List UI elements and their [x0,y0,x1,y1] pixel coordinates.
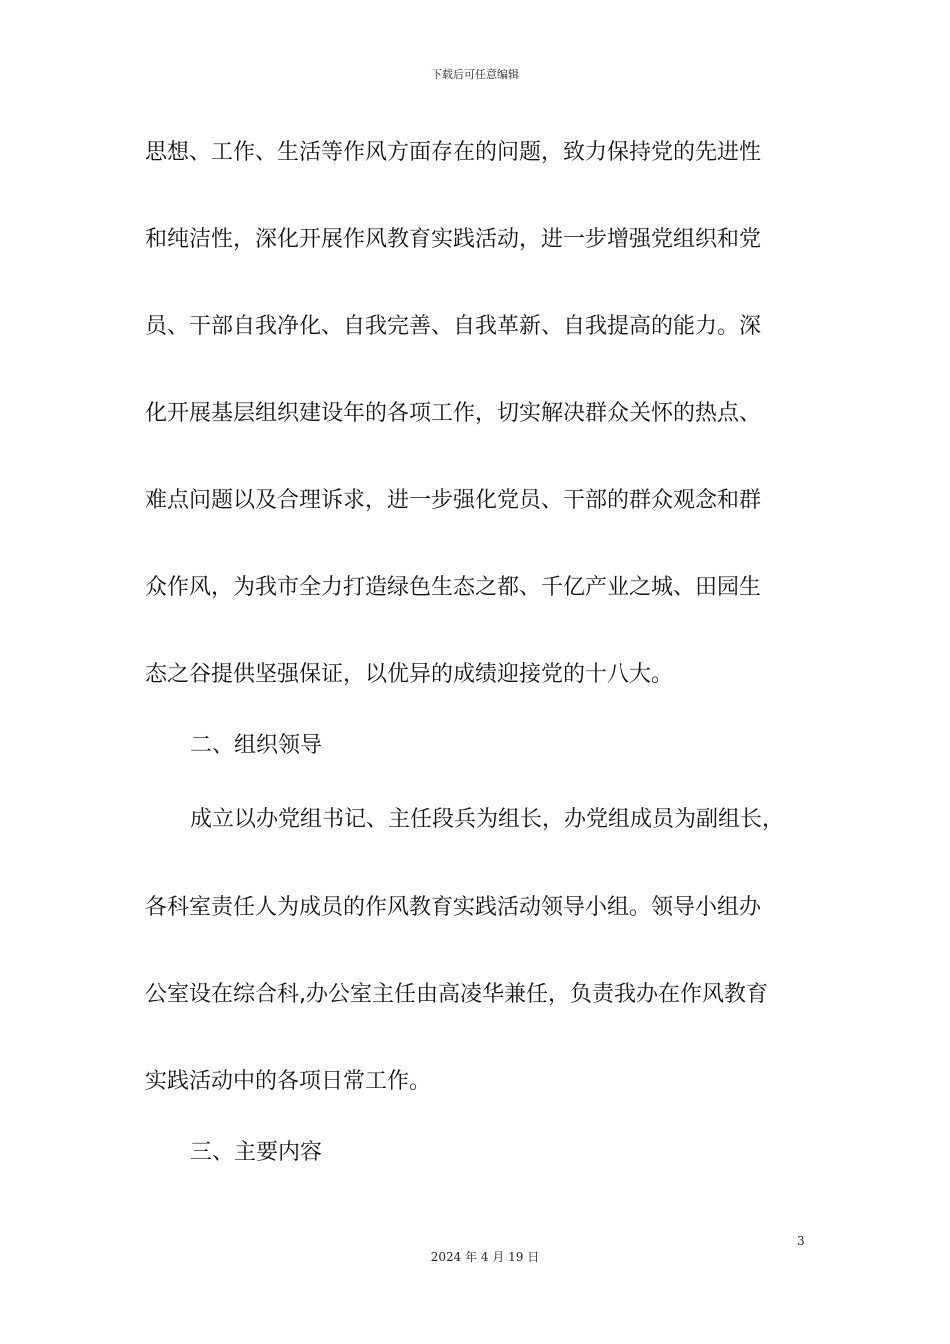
body-line-1: 思想、工作、生活等作风方面存在的问题，致力保持党的先进性 [145,140,762,165]
section-heading-main-content: 三、主要内容 [190,1140,323,1165]
page-number: 3 [797,1234,805,1248]
body-line-10: 各科室责任人为成员的作风教育实践活动领导小组。领导小组办 [145,895,762,920]
body-line-3: 员、干部自我净化、自我完善、自我革新、自我提高的能力。深 [145,314,762,339]
body-line-2: 和纯洁性，深化开展作风教育实践活动，进一步增强党组织和党 [145,227,762,252]
body-line-6: 众作风，为我市全力打造绿色生态之都、千亿产业之城、田园生 [145,575,762,600]
body-line-7: 态之谷提供坚强保证，以优异的成绩迎接党的十八大。 [145,662,674,687]
section-heading-organization: 二、组织领导 [190,733,323,758]
body-line-12: 实践活动中的各项日常工作。 [145,1069,432,1094]
body-line-4: 化开展基层组织建设年的各项工作，切实解决群众关怀的热点、 [145,401,762,426]
footer-date: 2024 年 4 月 19 日 [430,1250,540,1264]
body-line-11: 公室设在综合科,办公室主任由高凌华兼任，负责我办在作风教育 [145,982,768,1007]
page-header: 下载后可任意编辑 [431,68,519,81]
body-line-9: 成立以办党组书记、主任段兵为组长，办党组成员为副组长， [190,807,785,832]
body-line-5: 难点问题以及合理诉求，进一步强化党员、干部的群众观念和群 [145,488,762,513]
